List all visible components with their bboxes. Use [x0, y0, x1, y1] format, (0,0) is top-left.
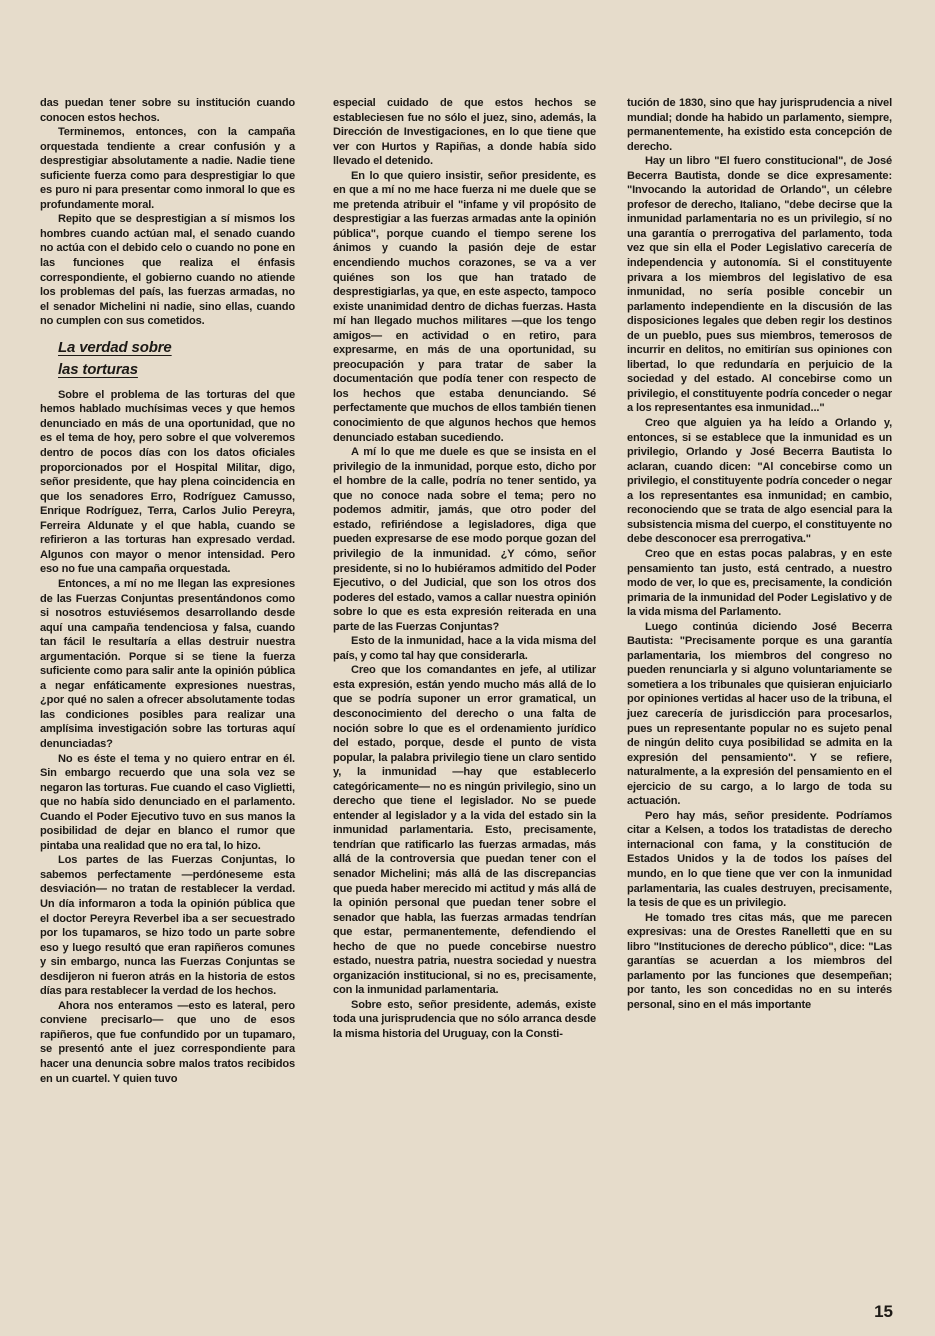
- paragraph: especial cuidado de que estos hechos se estableciesen fue no sólo el juez, sino, además, la Dirección de Investigaciones, en lo que tiene que ver con Hurtos y Rapiñas, a donde había sido llevado el detenido.: [333, 97, 596, 168]
- paragraph: Luego continúa diciendo José Becerra Bautista: "Precisamente porque es una garantía parlamentaria, los miembros del congreso no pueden renunciarla y si alguno voluntariamente se sometiera a los tribunales que quisieran enjuiciarlo por opiniones vertidas al hacer uso de la tribuna, el juez carecería de jurisdicción para procesarlos, pues un representante popular no es sujeto penal de ningún delito cuya posibilidad se admita en la expresión del pensamiento". Y se refiere, naturalmente, a la expresión del pensamiento en el ejercicio de su cargo, a lo largo de toda su actuación.: [627, 620, 892, 808]
- paragraph: Sobre esto, señor presidente, además, existe toda una jurisprudencia que no sólo arranca desde la misma historia del Uruguay, con la Consti-: [333, 998, 596, 1040]
- paragraph: Creo que en estas pocas palabras, y en este pensamiento tan justo, está centrado, a nuestro modo de ver, lo que es, precisamente, la condición primaria de la inmunidad del Poder Legislativo y de la vida misma del Parlamento.: [627, 547, 892, 619]
- paragraph: tución de 1830, sino que hay jurisprudencia a nivel mundial; donde ha habido un parlamento, siempre, permanentemente, ha existido esta concepción de derecho.: [627, 97, 892, 153]
- section-heading-line-2: las torturas: [58, 361, 138, 379]
- paragraph: Los partes de las Fuerzas Conjuntas, lo sabemos perfectamente —perdóneseme esta desviación— no tratan de restablecer la verdad. Un día informaron a toda la opinión pública que el doctor Pereyra Reverbel iba a ser secuestrado por los tupamaros, se hizo todo un parte sobre eso y luego resultó que eran rapiñeros comunes y sin embargo, nunca las Fuerzas Conjuntas se desdijeron ni fueron atrás en la historia de estos días para restablecer la verdad de los hechos.: [40, 854, 295, 998]
- paragraph: Entonces, a mí no me llegan las expresiones de las Fuerzas Conjuntas presentándonos como si nosotros estuviésemos desarrollando desde aquí una campaña tendenciosa y falsa, cuando tan fácil le resultaría a ellas destruir nuestra argumentación. Porque si se tiene la fuerza suficiente como para salir ante la opinión pública a negar enfáticamente expresiones nuestras, ¿por qué no salen a ofrecer absolutamente todas las condiciones posibles para realizar una amplísima investigación sobre las torturas aquí denunciadas?: [40, 577, 295, 750]
- paragraph: Sobre el problema de las torturas del que hemos hablado muchísimas veces y que hemos denunciado en más de una oportunidad, que no es el tema de hoy, pero sobre el que volveremos dentro de pocos días con los datos oficiales proporcionados por el Hospital Militar, digo, señor presidente, que hay plena coincidencia en que los senadores Erro, Rodríguez Camusso, Enrique Rodríguez, Terra, Carlos Julio Pereyra, Ferreira Aldunate y el que habla, cuando se refirieron a las torturas han expresado verdad. Algunos con mayor o menor intensidad. Pero eso no fue una campaña orquestada.: [40, 388, 295, 576]
- paragraph: Repito que se desprestigian a sí mismos los hombres cuando actúan mal, el senado cuando no actúa con el debido celo o cuando no pone en las funciones que realiza el énfasis correspondiente, el gobierno cuando no atiende los problemas del país, las fuerzas armadas, no el senador Michelini ni nadie, sino ellas, cuando no cumplen con sus cometidos.: [40, 213, 295, 328]
- paragraph: Ahora nos enteramos —esto es lateral, pero conviene precisarlo— que uno de esos rapiñeros, que fue confundido por un tupamaro, se presentó ante el juez correspondiente para hacer una denuncia sobre malos tratos recibidos en un cuartel. Y quien tuvo: [40, 999, 295, 1085]
- section-heading-line-1: La verdad sobre: [58, 338, 172, 356]
- column-3: [627, 96, 892, 1012]
- paragraph: He tomado tres citas más, que me parecen expresivas: una de Orestes Ranelletti que en su libro "Instituciones de derecho público", dice: "Las garantías se acuerdan a los miembros del parlamento por las funciones que desempeñan; por tanto, les son concedidas no en su interés personal, sino en el más importante: [627, 911, 892, 1011]
- paragraph: das puedan tener sobre su institución cuando conocen estos hechos.: [40, 97, 295, 124]
- paragraph: Pero hay más, señor presidente. Podríamos citar a Kelsen, a todos los tratadistas de derecho internacional con fama, y la constitución de Estados Unidos y la de todos los países del mundo, en lo que tiene que ver con la inmunidad parlamentaria, las cuales destruyen, precisamente, la tesis de que es un privilegio.: [627, 809, 892, 910]
- paragraph: Creo que los comandantes en jefe, al utilizar esta expresión, están yendo mucho más allá de lo que se podría suponer un error gramatical, un desconocimiento del derecho o una falta de noción sobre lo que es el ordenamiento jurídico del estado, porque, desde el punto de vista popular, la palabra privilegio tiene un claro sentido y, la inmunidad —hay que establecerlo categóricamente— no es ningún privilegio, sino un derecho que tiene el legislador. No se puede entender al legislador y a la vida del estado sin la inmunidad parlamentaria. Esto, precisamente, tendrían que ratificarlo las fuerzas armadas, más allá de la controversia que puedan tener con el senador Michelini; más allá de las discrepancias que pueda haber merecido mi actitud y más allá de la opinión personal que puedan tener sobre el senador que habla, las fuerzas armadas tendrían que estar, permanentemente, defendiendo el hecho de que no puede concebirse nuestro estado, nuestra patria, nuestra sociedad y nuestra organización institucional, si no es, precisamente, con la inmunidad parlamentaria.: [333, 664, 596, 997]
- paragraph: En lo que quiero insistir, señor presidente, es en que a mí no me hace fuerza ni me duele que se me pretenda atribuir el "infame y vil propósito de desprestigiar a las fuerzas armadas ante la opinión pública", porque cuando el tiempo serene los ánimos y cuando la pasión deje de estar encendiendo muchos corazones, se va a ver quiénes son los que han tratado de desprestigiarlas, ya que, en este aspecto, tampoco existe unanimidad dentro de dichas fuerzas. Hasta mí han llegado muchos militares —que los tengo amigos— en actividad o en retiro, para expresarme, en más de una oportunidad, su preocupación y para tratar de saber la documentación que podía tener con respecto de los hechos que estaba denunciando. Sé perfectamente que muchos de ellos también tienen conocimiento de que algunos hechos que hemos denunciado estaban sucediendo.: [333, 169, 596, 444]
- paragraph: Hay un libro "El fuero constitucional", de José Becerra Bautista, donde se dice expresamente: "Invocando la autoridad de Orlando", un célebre profesor de derecho, Italiano, "debe decirse que la inmunidad parlamentaria no es un privilegio, sí no una garantía o prerrogativa del parlamento, toda vez que sin ella el Poder Legislativo carecería de independencia y autonomía. Si el constituyente privara a los miembros del legislativo de esa inmunidad, no sería posible concebir un parlamento independiente en la discusión de las disposiciones legales que deben regir los destinos de un pueblo, pues sus miembros, temerosos de incurrir en delitos, no emitirían sus opiniones con libertad, lo que redundaría en perjuicio de la sociedad y del estado. Al concebirse como un privilegio, el constituyente podría conceder o negar a los representantes esa inmunidad...": [627, 155, 892, 415]
- paragraph: Esto de la inmunidad, hace a la vida misma del país, y como tal hay que considerarla.: [333, 635, 596, 662]
- page-number: 15: [874, 1302, 893, 1321]
- paragraph: No es éste el tema y no quiero entrar en él. Sin embargo recuerdo que una sola vez se negaron las torturas. Fue cuando el caso Viglietti, que no había sido denunciado en el parlamento. Cuando el Poder Ejecutivo tuvo en sus manos la posibilidad de dejar en blanco el rumor que pintaba una realidad que no era tal, lo hizo.: [40, 752, 295, 852]
- paragraph: A mí lo que me duele es que se insista en el privilegio de la inmunidad, porque esto, dicho por el hombre de la calle, podría no tener sentido, ya que no conoce nada sobre el tema; pero no podemos admitir, jamás, que otro poder del estado, refiriéndose a legisladores, diga que pueden expresarse de ese modo porque gozan del privilegio de la inmunidad. ¿Y cómo, señor presidente, si no lo hubiéramos admitido del Poder Ejecutivo, o del Judicial, que son los otros dos poderes del estado, vamos a callar nuestra opinión sobre lo que es esta expresión reiterada en una parte de las Fuerzas Conjuntas?: [333, 446, 596, 633]
- column-2: [333, 96, 596, 1042]
- column-1: [40, 96, 295, 1086]
- paragraph: Terminemos, entonces, con la campaña orquestada tendiente a crear confusión y a desprestigiar absolutamente a nadie. Nadie tiene suficiente fuerza como para desprestigiar lo que es puro ni para presentar como inmoral lo que es profundamente moral.: [40, 126, 295, 211]
- paragraph: Creo que alguien ya ha leído a Orlando y, entonces, si se establece que la inmunidad es un privilegio, Orlando y José Becerra Bautista lo aclaran, cuando dicen: "Al concebirse como un privilegio, el constituyente podría conceder o negar a los representantes esa inmunidad; en cambio, reconociendo que se trata de algo esencial para la subsistencia misma del cuerpo, el constituyente no debe desconocer esa prerrogativa.": [627, 417, 892, 546]
